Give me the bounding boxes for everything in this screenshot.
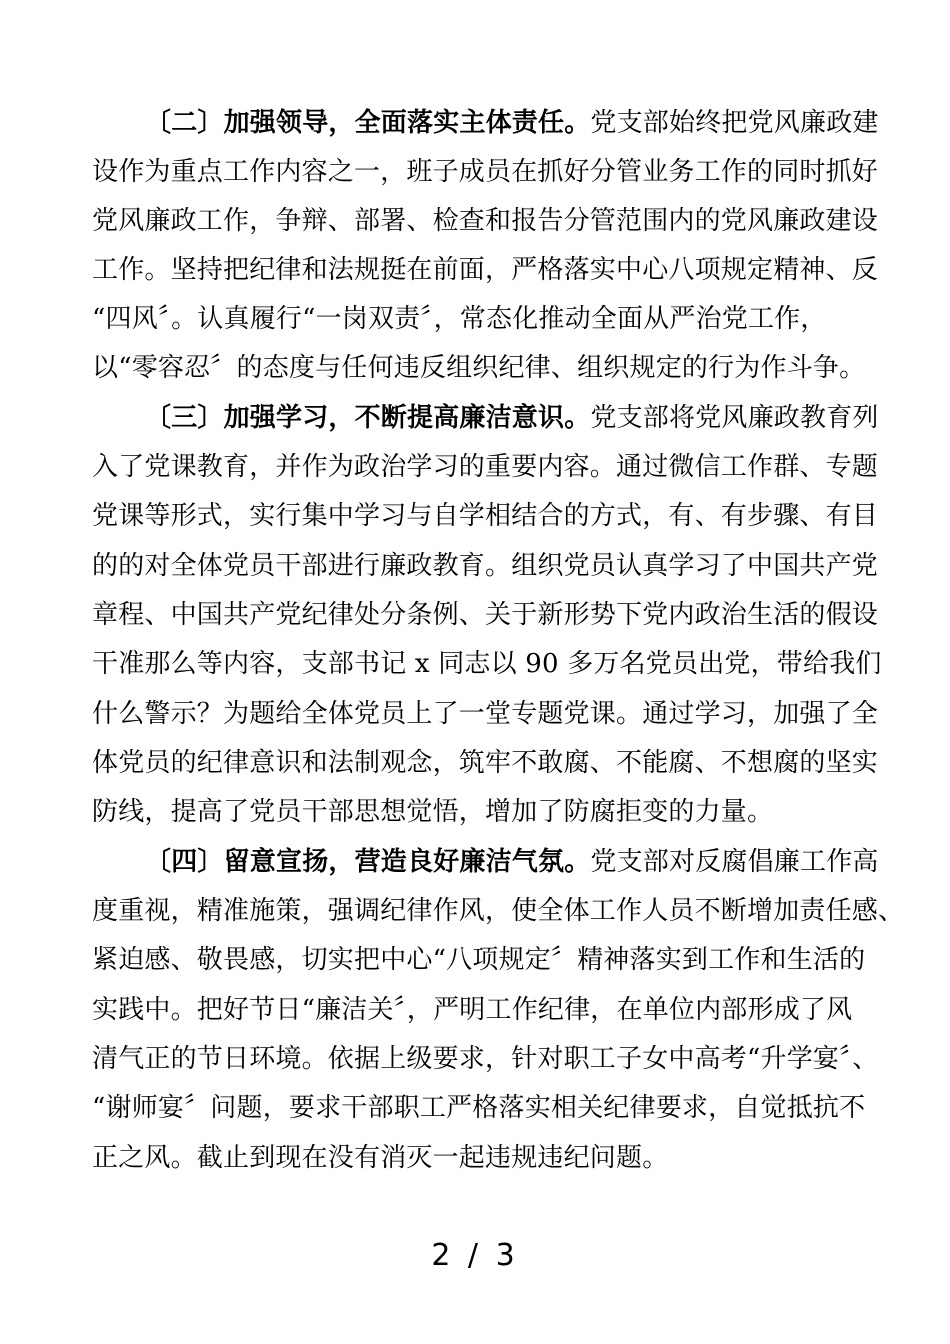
paragraph-4-line-2: 度重视，精准施策，强调纪律作风，使全体工作人员不断增加责任感、 — [92, 896, 905, 926]
paragraph-3-heading: 〔三〕加强学习，不断提高廉洁意识。 — [145, 403, 591, 433]
paragraph-3-line-5: 章程、中国共产党纪律处分条例、关于新形势下党内政治生活的假设 — [92, 600, 879, 630]
paragraph-3-line-1: 〔三〕加强学习，不断提高廉洁意识。党支部将党风廉政教育列 — [145, 403, 879, 433]
paragraph-4-line-4: 实践中。把好节日“廉洁关〞，严明工作纪律，在单位内部形成了风 — [92, 995, 853, 1025]
paragraph-3-line-6: 干准那么等内容，支部书记 x 同志以 90 多万名党员出党，带给我们 — [92, 649, 882, 679]
paragraph-4-line-1: 〔四〕留意宣扬，营造良好廉洁气氛。党支部对反腐倡廉工作高 — [145, 847, 879, 877]
paragraph-3-line-9: 防线，提高了党员干部思想觉悟，增加了防腐拒变的力量。 — [92, 797, 774, 827]
paragraph-4-line-3: 紧迫感、敬畏感，切实把中心“八项规定〞精神落实到工作和生活的 — [92, 945, 866, 975]
paragraph-2-line-1: 〔二〕加强领导，全面落实主体责任。党支部始终把党风廉政建 — [145, 108, 879, 138]
page-number: 2 / 3 — [431, 1238, 519, 1273]
paragraph-3-line-8: 体党员的纪律意识和法制观念，筑牢不敢腐、不能腐、不想腐的坚实 — [92, 748, 879, 778]
paragraph-3-line-3: 党课等形式，实行集中学习与自学相结合的方式，有、有步骤、有目 — [92, 501, 879, 531]
paragraph-2-line-6: 以“零容忍〞的态度与任何违反组织纪律、组织规定的行为作斗争。 — [92, 353, 866, 383]
paragraph-3-line-7: 什么警示？为题给全体党员上了一堂专题党课。通过学习，加强了全 — [92, 699, 879, 729]
paragraph-3-line-2: 入了党课教育，并作为政治学习的重要内容。通过微信工作群、专题 — [92, 452, 879, 482]
paragraph-2-line-4: 工作。坚持把纪律和法规挺在前面，严格落实中心八项规定精神、反 — [92, 255, 879, 285]
paragraph-4-heading: 〔四〕留意宣扬，营造良好廉洁气氛。 — [145, 847, 591, 877]
paragraph-4-line-7: 正之风。截止到现在没有消灭一起违规违纪问题。 — [92, 1143, 669, 1173]
paragraph-4-line-5: 清气正的节日环境。依据上级要求，针对职工子女中高考“升学宴〞、 — [92, 1044, 879, 1074]
paragraph-2-line-2: 设作为重点工作内容之一，班子成员在抓好分管业务工作的同时抓好 — [92, 157, 879, 187]
paragraph-2-line-3: 党风廉政工作，争辩、部署、检查和报告分管范围内的党风廉政建设 — [92, 206, 879, 236]
paragraph-2-line-5: “四风〞。认真履行“一岗双责〞，常态化推动全面从严治党工作， — [92, 304, 827, 334]
paragraph-4-line-6: “谢师宴〞问题，要求干部职工严格落实相关纪律要求，自觉抵抗不 — [92, 1093, 866, 1123]
paragraph-3-line-4: 的的对全体党员干部进行廉政教育。组织党员认真学习了中国共产党 — [92, 551, 879, 581]
paragraph-2-heading: 〔二〕加强领导，全面落实主体责任。 — [145, 108, 591, 138]
